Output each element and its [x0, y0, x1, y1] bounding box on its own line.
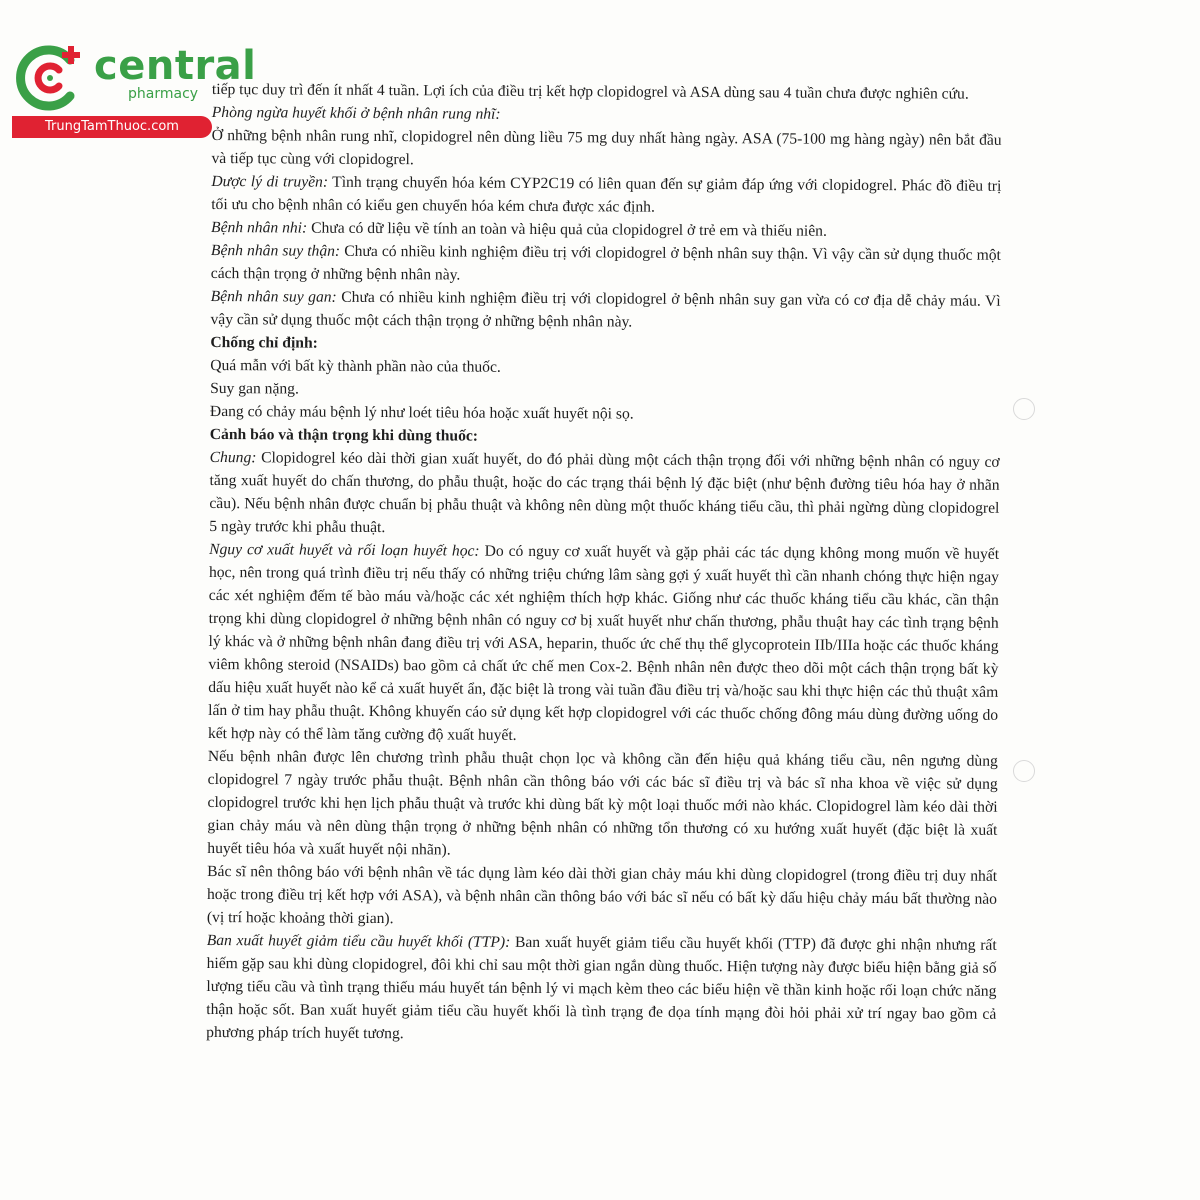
brand-name: central	[94, 43, 257, 89]
atrial-fibrillation-heading: Phòng ngừa huyết khối ở bệnh nhân rung nhĩ:	[211, 103, 501, 123]
document-body	[206, 78, 1002, 1049]
general-warning-paragraph: Chung: Clopidogrel kéo dài thời gian xuất huyết, do đó phải dùng một cách thận trọng đối với những bệnh nhân có nguy cơ tăng xuất huyết do chấn thương, do phẫu thuật, hoặc do các trạng thái bệnh lý đặc biệt (như bệnh đường tiêu hóa hay ở nhãn cầu). Nếu bệnh nhân được chuẩn bị phẫu thuật và không nên dùng một thuốc kháng tiểu cầu, thì phải ngừng dùng clopidogrel 5 ngày trước khi phẫu thuật.	[209, 448, 1000, 537]
brand-subtitle: pharmacy	[128, 86, 199, 102]
pediatric-paragraph: Bệnh nhân nhi: Chưa có dữ liệu về tính an toàn và hiệu quả của clopidogrel ở trẻ em và thiếu niên.	[211, 218, 827, 240]
pediatric-label: Bệnh nhân nhi:	[211, 218, 308, 237]
punch-hole-bottom	[1013, 760, 1035, 782]
contraindication-item: Đang có chảy máu bệnh lý như loét tiêu hóa hoặc xuất huyết nội sọ.	[209, 402, 634, 423]
warnings-heading: Cảnh báo và thận trọng khi dùng thuốc:	[209, 425, 479, 445]
bleeding-label: Nguy cơ xuất huyết và rối loạn huyết học:	[209, 540, 480, 560]
renal-label: Bệnh nhân suy thận:	[210, 241, 341, 260]
ttp-label: Ban xuất huyết giảm tiểu cầu huyết khối (TTP):	[206, 931, 511, 951]
bleeding-risk-paragraph: Nguy cơ xuất huyết và rối loạn huyết học: Do có nguy cơ xuất huyết và gặp phải các tác dụng không mong muốn về huyết học, nên trong quá trình điều trị nếu thấy có những triệu chứng lâm sàng gợi ý xuất huyết thì cần nhanh chóng thực hiện ngay các xét nghiệm đếm tế bào máu và/hoặc các xét nghiệm thích hợp khác. Giống như các thuốc kháng tiểu cầu khác, cần thận trọng khi dùng clopidogrel ở những bệnh nhân có nguy cơ bị xuất huyết như chấn thương, phẫu thuật hay các tình trạng bệnh lý khác và ở những bệnh nhân đang điều trị với ASA, heparin, thuốc ức chế thụ thể glycoprotein IIb/IIIa hoặc các thuốc kháng viêm không steroid (NSAIDs) bao gồm cả chất ức chế men Cox-2. Bệnh nhân nên được theo dõi một cách thận trọng bất kỳ dấu hiệu xuất huyết nào kể cả xuất huyết ẩn, đặc biệt là trong vài tuần đầu điều trị và/hoặc sau khi thực hiện các thủ thuật xâm lấn ở tim hay phẫu thuật. Không khuyến cáo sử dụng kết hợp clopidogrel với các thuốc chống đông máu dùng đường uống do kết hợp này có thể làm tăng cường độ xuất huyết.	[207, 540, 1000, 744]
general-label: Chung:	[209, 448, 257, 467]
contraindication-item: Suy gan nặng.	[210, 379, 299, 398]
renal-paragraph: Bệnh nhân suy thận: Chưa có nhiều kinh nghiệm điều trị với clopidogrel ở bệnh nhân suy thận. Vì vậy cần sử dụng thuốc một cách thận trọng ở những bệnh nhân này.	[210, 241, 1001, 284]
punch-hole-top	[1013, 398, 1035, 420]
atrial-fibrillation-text: Ở những bệnh nhân rung nhĩ, clopidogrel nên dùng liều 75 mg duy nhất hàng ngày. ASA (75-100 mg hàng ngày) nên bắt đầu và tiếp tục cùng với clopidogrel.	[211, 126, 1002, 169]
brand-logo[interactable]	[8, 34, 257, 134]
hepatic-paragraph: Bệnh nhân suy gan: Chưa có nhiều kinh nghiệm điều trị với clopidogrel ở bệnh nhân suy gan vừa có cơ địa dễ chảy máu. Vì vậy cần sử dụng thuốc một cách thận trọng ở những bệnh nhân này.	[210, 287, 1001, 331]
contraindications-heading: Chống chỉ định:	[210, 333, 318, 352]
paragraph-continuation: tiếp tục duy trì đến ít nhất 4 tuần. Lợi ích của điều trị kết hợp clopidogrel và ASA dùng sau 4 tuần chưa được nghiên cứu.	[211, 80, 969, 103]
contraindication-item: Quá mẫn với bất kỳ thành phần nào của thuốc.	[210, 356, 501, 376]
central-pharmacy-logo-icon	[12, 40, 88, 116]
hepatic-label: Bệnh nhân suy gan:	[210, 287, 337, 306]
ttp-paragraph: Ban xuất huyết giảm tiểu cầu huyết khối (TTP): Ban xuất huyết giảm tiểu cầu huyết khối (TTP) đã được ghi nhận nhưng rất hiếm gặp sau khi dùng clopidogrel, đôi khi chỉ sau một thời gian ngắn dùng thuốc. Hiện tượng này được biểu hiện bằng giả số lượng tiểu cầu và tình trạng thiếu máu huyết tán bệnh lý vi mạch kèm theo các biểu hiện về thần kinh hoặc rối loạn chức năng thận hoặc sốt. Ban xuất huyết giảm tiểu cầu huyết khối là tình trạng đe dọa tính mạng đòi hỏi phải xử trí ngay bao gồm cả phương pháp trích huyết tương.	[206, 931, 997, 1043]
brand-website[interactable]: TrungTamThuoc.com	[12, 116, 212, 138]
elective-surgery-paragraph: Nếu bệnh nhân được lên chương trình phẫu thuật chọn lọc và không cần đến hiệu quả kháng tiểu cầu, nên ngưng dùng clopidogrel 7 ngày trước phẫu thuật. Bệnh nhân cần thông báo với các bác sĩ điều trị và bác sĩ nha khoa về việc sử dụng clopidogrel trước khi hẹn lịch phẫu thuật và trước khi dùng bất kỳ một loại thuốc mới nào khác. Clopidogrel làm kéo dài thời gian chảy máu và nên dùng thận trọng ở những bệnh nhân có những tổn thương có xu hướng xuất huyết (đặc biệt là xuất huyết tiêu hóa và xuất huyết nội nhãn).	[207, 747, 998, 859]
pharmacogenetics-paragraph: Dược lý di truyền: Tình trạng chuyển hóa kém CYP2C19 có liên quan đến sự giảm đáp ứng với clopidogrel. Phác đồ điều trị tối ưu cho bệnh nhân có kiểu gen chuyển hóa kém chưa được xác định.	[211, 172, 1002, 216]
pharmacogenetics-label: Dược lý di truyền:	[211, 172, 329, 191]
inform-patient-paragraph: Bác sĩ nên thông báo với bệnh nhân về tác dụng làm kéo dài thời gian chảy máu khi dùng clopidogrel (trong điều trị duy nhất hoặc trong điều trị kết hợp với ASA), và bệnh nhân cần thông báo với bác sĩ nếu có bất kỳ dấu hiệu chảy máu bất thường nào (vị trí hoặc khoảng thời gian).	[206, 862, 998, 928]
